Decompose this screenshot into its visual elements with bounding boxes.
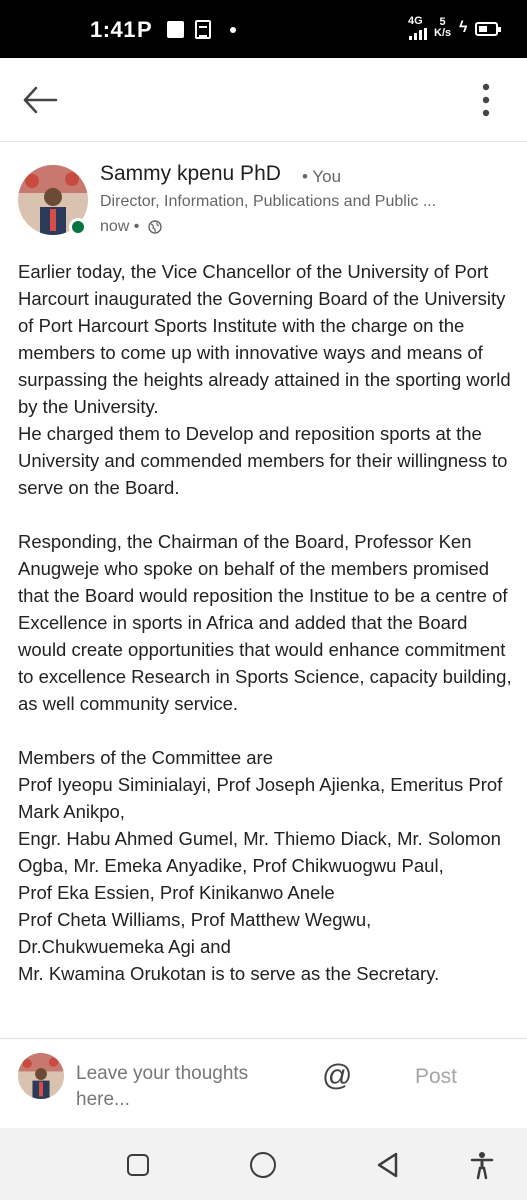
paragraph-gap bbox=[18, 717, 518, 744]
charging-icon: ϟ bbox=[459, 19, 468, 36]
arrow-left-icon bbox=[18, 80, 62, 120]
post-text bbox=[18, 258, 518, 987]
more-notifications-dot-icon bbox=[230, 27, 236, 33]
recents-button[interactable] bbox=[127, 1154, 149, 1176]
app-bar bbox=[0, 58, 527, 142]
nav-back-button[interactable] bbox=[374, 1151, 402, 1179]
network-speed-unit: K/s bbox=[434, 27, 452, 39]
network-type: 4G bbox=[408, 15, 423, 27]
document-icon bbox=[195, 20, 211, 39]
comment-bar bbox=[0, 1038, 527, 1128]
post-paragraph: Prof Cheta Williams, Prof Matthew Wegwu, Dr.Chukwuemeka Agi and bbox=[18, 909, 372, 957]
post-paragraph: Members of the Committee are bbox=[18, 747, 273, 768]
accessibility-icon[interactable] bbox=[468, 1150, 496, 1180]
parking-icon: P bbox=[137, 17, 152, 42]
more-options-button[interactable] bbox=[466, 78, 506, 122]
signal-bars-icon bbox=[409, 28, 427, 40]
more-vertical-icon bbox=[466, 78, 506, 122]
post-paragraph: Responding, the Chairman of the Board, Professor Ken Anugweje who spoke on behalf of the members promised that the Board would reposition the Institue to be a centre of Excellence in sports in Africa and added that the Board would create opportunities that would enhance commitment to excellence Research in Sports Science, capacity building, as well community service. bbox=[18, 531, 512, 714]
comment-input[interactable]: Leave your thoughts here... bbox=[76, 1063, 249, 1110]
commenter-avatar bbox=[18, 1053, 64, 1099]
author-headline: Director, Information, Publications and Public ... bbox=[100, 193, 437, 210]
post-paragraph: Mr. Kwamina Orukotan is to serve as the Secretary. bbox=[18, 963, 440, 984]
author-you-badge: • You bbox=[302, 167, 342, 186]
post-comment-button[interactable]: Post bbox=[415, 1065, 458, 1088]
status-time: 1:41 bbox=[90, 17, 137, 42]
post-paragraph: Engr. Habu Ahmed Gumel, Mr. Thiemo Diack, Mr. Solomon Ogba, Mr. Emeka Anyadike, Prof Chikwuogwu Paul, bbox=[18, 828, 501, 876]
globe-icon bbox=[148, 220, 162, 234]
post-timestamp: now • bbox=[100, 218, 140, 235]
post-paragraph: He charged them to Develop and reposition sports at the University and commended members for their willingness to serve on the Board. bbox=[18, 423, 508, 498]
back-button[interactable] bbox=[18, 80, 62, 120]
post-paragraph: Prof Iyeopu Siminialayi, Prof Joseph Ajienka, Emeritus Prof Mark Anikpo, bbox=[18, 774, 503, 822]
online-status-indicator bbox=[69, 218, 87, 236]
network-speed-value: 5 bbox=[439, 16, 446, 28]
avatar-photo bbox=[18, 1053, 64, 1099]
post-paragraph: Prof Eka Essien, Prof Kinikanwo Anele bbox=[18, 882, 335, 903]
paragraph-gap bbox=[18, 501, 518, 528]
notification-square-icon bbox=[167, 21, 184, 38]
mention-button[interactable]: @ bbox=[322, 1059, 353, 1092]
home-button[interactable] bbox=[250, 1152, 276, 1178]
network-speed bbox=[434, 17, 451, 39]
status-bar bbox=[0, 0, 527, 58]
author-name[interactable]: Sammy kpenu PhD bbox=[100, 162, 281, 185]
system-nav-bar bbox=[0, 1128, 527, 1200]
battery-icon bbox=[475, 22, 498, 36]
post-paragraph: Earlier today, the Vice Chancellor of the University of Port Harcourt inaugurated the Governing Board of the University of Port Harcourt Sports Institute with the charge on the members to come up with innovative ways and means of surpassing the heights already attained in the sporting world by the University. bbox=[18, 261, 511, 417]
